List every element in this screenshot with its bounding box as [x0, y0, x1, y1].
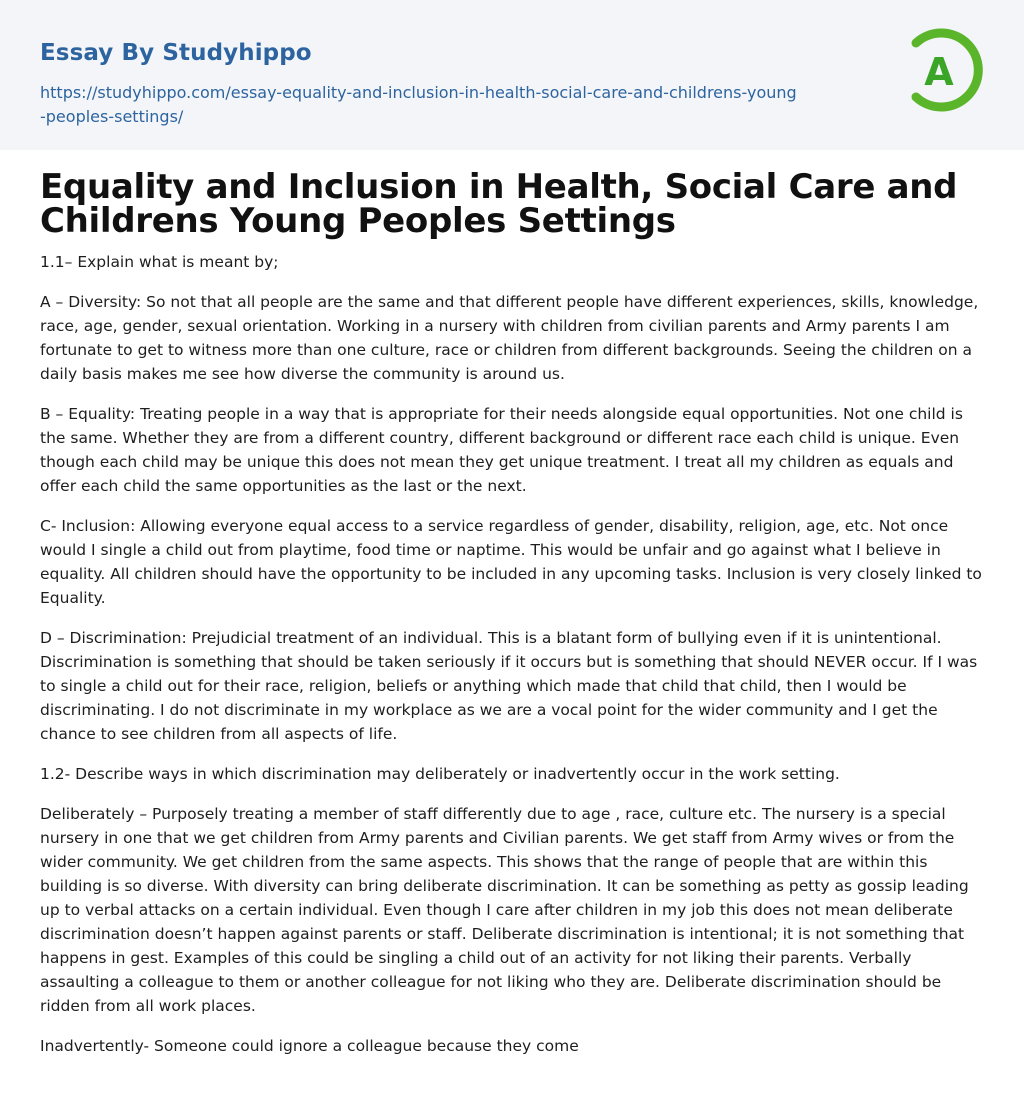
paragraph-1-2-heading: 1.2- Describe ways in which discrimination may deliberately or inadvertently occur in the work setting.	[40, 765, 840, 783]
paragraph-1-1-heading: 1.1– Explain what is meant by;	[40, 253, 279, 271]
essay-url-link[interactable]: https://studyhippo.com/essay-equality-and-inclusion-in-health-social-care-and-childrens-young-peoples-settings/	[40, 83, 797, 126]
site-title[interactable]: Essay By Studyhippo	[40, 40, 312, 66]
paragraph-inadvertently: Inadvertently- Someone could ignore a colleague because they come	[40, 1037, 579, 1055]
paragraph-discrimination: D – Discrimination: Prejudicial treatment of an individual. This is a blatant form of bullying even if it is unintentional. Discrimination is something that should be taken seriously if it occurs but is something that should NEVER occur. If I was to single a child out for their race, religion, beliefs or anything which made that child that child, then I would be discriminating. I do not discriminate in my workplace as we are a vocal point for the wider community and I get the chance to see children from all aspects of life.	[40, 629, 978, 743]
paragraph-diversity: A – Diversity: So not that all people are the same and that different people have different experiences, skills, knowledge, race, age, gender, sexual orientation. Working in a nursery with children from civilian parents and Army parents I am fortunate to get to witness more than one culture, race or children from different backgrounds. Seeing the children on a daily basis makes me see how diverse the community is around us.	[40, 293, 979, 383]
paragraph-inclusion: C- Inclusion: Allowing everyone equal access to a service regardless of gender, disability, religion, age, etc. Not once would I single a child out from playtime, food time or naptime. This would be unfair and go against what I believe in equality. All children should have the opportunity to be included in any upcoming tasks. Inclusion is very closely linked to Equality.	[40, 517, 982, 607]
site-header	[0, 0, 1024, 150]
paragraph-equality: B – Equality: Treating people in a way that is appropriate for their needs alongside equal opportunities. Not one child is the same. Whether they are from a different country, different background or different race each child is unique. Even though each child may be unique this does not mean they get unique treatment. I treat all my children as equals and offer each child the same opportunities as the last or the next.	[40, 405, 963, 495]
studyhippo-logo[interactable]	[906, 28, 988, 116]
logo-letter: A	[924, 50, 954, 94]
paragraph-deliberately: Deliberately – Purposely treating a member of staff differently due to age , race, culture etc. The nursery is a special nursery in one that we get children from Army parents and Civilian parents. We get staff from Army wives or from the wider community. We get children from the same aspects. This shows that the range of people that are within this building is so diverse. With diversity can bring deliberate discrimination. It can be something as petty as gossip leading up to verbal attacks on a certain individual. Even though I care after children in my job this does not mean deliberate discrimination doesn’t happen against parents or staff. Deliberate discrimination is intentional; it is not something that happens in gest. Examples of this could be singling a child out of an activity for not liking their parents. Verbally assaulting a colleague to them or another colleague for not liking who they are. Deliberate discrimination should be ridden from all work places.	[40, 805, 969, 1015]
essay-title: Equality and Inclusion in Health, Social Care and Childrens Young Peoples Settings	[40, 167, 958, 241]
essay-content	[40, 167, 984, 1055]
